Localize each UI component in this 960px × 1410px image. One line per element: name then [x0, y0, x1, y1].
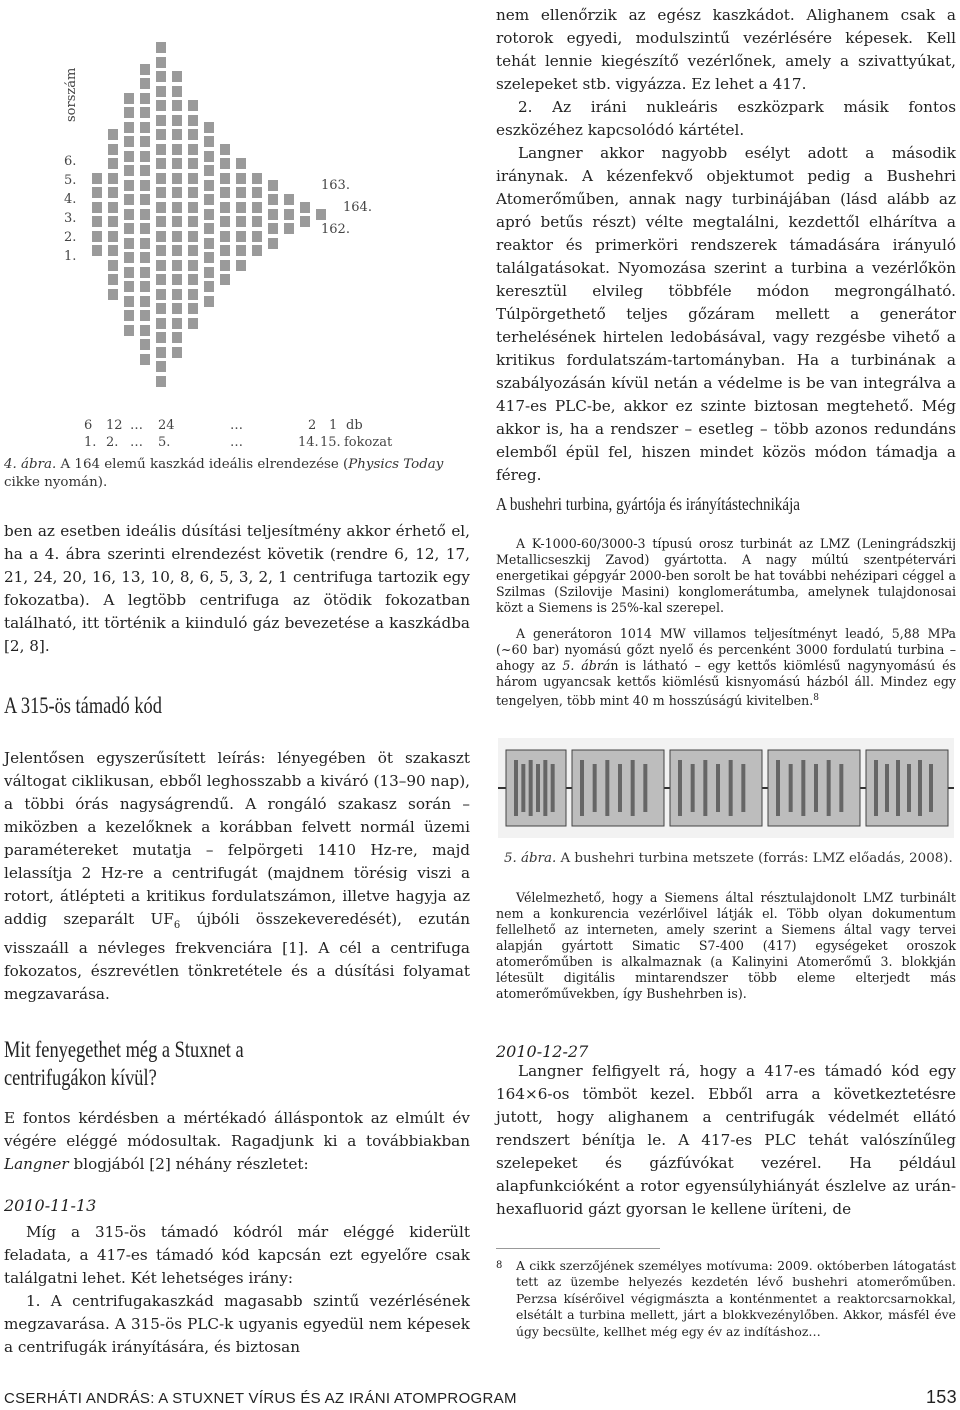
turbine-blade-stage	[827, 760, 831, 816]
centrifuge-cell	[140, 151, 150, 162]
centrifuge-cell	[156, 158, 166, 169]
centrifuge-cell	[156, 231, 166, 242]
turbine-blade-stage	[801, 760, 805, 816]
centrifuge-cell	[188, 245, 198, 256]
turbine-blade-stage	[907, 764, 911, 812]
centrifuge-cell	[220, 202, 230, 213]
centrifuge-cell	[172, 187, 182, 198]
centrifuge-cell	[252, 173, 262, 184]
centrifuge-cell	[156, 42, 166, 53]
centrifuge-cell	[316, 209, 326, 220]
centrifuge-cell	[156, 361, 166, 372]
centrifuge-cell	[140, 281, 150, 292]
turbine-blade-stage	[618, 764, 622, 812]
centrifuge-cell	[172, 260, 182, 271]
centrifuge-cell	[172, 216, 182, 227]
centrifuge-cell	[156, 115, 166, 126]
right-para-3	[496, 142, 956, 487]
section-heading-stuxnet: Mit fenyegethet még a Stuxnet a centrifugákon kívül?	[4, 1037, 244, 1090]
right-para-3-text: Langner akkor nagyobb esélyt adott a második iránynak. A kézenfekvő objektumot pedig a Bushehri Atomerőműben, annak nagy turbinájában (lásd alább az apró betűs részt) vélte megtalálni, kezdettől elhárítva a reaktor és primerköri rendszerek támadására irányuló találgatásokat. Nyomozása szerint a turbina a vezérlőkön keresztül elvileg többféle módon megrongálható. Túlpörgethető teljes gőzáram mellett a generátor terhelésének hirtelen ledobásával, vagy rezgésbe vihető a kritikus fordulatszám-tartományban. Ha a turbinának a szabályozásán kívül netán a védelme is be van integrálva a 417-es PLC-be, akkor ez szinte biztosan megtehető. Még akkor is, ha a rendszer – esetleg – több azonos redundáns elemből épül fel, hiszen mindet közös módon támadja a féreg.	[496, 144, 956, 484]
centrifuge-cell	[188, 260, 198, 271]
count-label: …	[230, 418, 243, 433]
figure4-y-axis-label: sorszám	[64, 67, 79, 122]
box-para-3	[496, 890, 956, 1002]
centrifuge-cell	[108, 289, 118, 300]
centrifuge-cell	[172, 231, 182, 242]
centrifuge-cell	[236, 173, 246, 184]
count-label: 12	[106, 418, 123, 433]
footnote-text: A cikk szerzőjének személyes motívuma: 2009. októberben látogatást tett az üzembe helyezés kezdetén lévő bushehri atomerőműben. Perzsa kísérőivel végigmászta a konténmentet a reaktorcsarnokkal, elsétált a turbina mellett, járt a blokkvezénylőben. Akkor, másfél éve úgy becsülte, kellhet még egy év az indításhoz…	[516, 1258, 956, 1339]
turbine-blade-stage	[580, 760, 584, 816]
centrifuge-cell	[140, 107, 150, 118]
count-label: 24	[158, 418, 175, 433]
centrifuge-cell	[252, 187, 262, 198]
centrifuge-cell	[172, 71, 182, 82]
row-number: 1.	[64, 249, 77, 264]
centrifuge-cell	[156, 245, 166, 256]
count-label: 2	[308, 418, 317, 433]
centrifuge-cell	[156, 260, 166, 271]
centrifuge-cell	[156, 129, 166, 140]
centrifuge-cell	[204, 151, 214, 162]
centrifuge-cell	[124, 107, 134, 118]
turbine-blade-stage	[918, 760, 922, 816]
centrifuge-cell	[140, 339, 150, 350]
date-2010-11-13: 2010-11-13	[4, 1196, 97, 1215]
turbine-blade-stage	[543, 760, 547, 816]
centrifuge-cell	[172, 100, 182, 111]
turbine-blade-stage	[529, 760, 533, 816]
centrifuge-cell	[140, 354, 150, 365]
centrifuge-cell	[140, 93, 150, 104]
centrifuge-cell	[172, 274, 182, 285]
centrifuge-cell	[204, 252, 214, 263]
box-heading: A bushehri turbina, gyártója és irányítástechnikája	[496, 494, 800, 514]
centrifuge-cell	[172, 115, 182, 126]
figure5-caption-text: A bushehri turbina metszete (forrás: LMZ előadás, 2008).	[556, 851, 953, 866]
centrifuge-cell	[172, 202, 182, 213]
centrifuge-cell	[268, 209, 278, 220]
count-label: 1	[329, 418, 338, 433]
centrifuge-cell	[284, 209, 294, 220]
stage-number: 14.	[298, 435, 319, 450]
turbine-blade-stage	[839, 764, 843, 812]
centrifuge-cell	[188, 173, 198, 184]
count-label: …	[130, 418, 143, 433]
centrifuge-cell	[124, 310, 134, 321]
turbine-blade-stage	[536, 764, 540, 812]
stage-number: 5.	[158, 435, 171, 450]
centrifuge-cell	[204, 165, 214, 176]
right-para-1-text: nem ellenőrzik az egész kaszkádot. Alighanem csak a rotorok egyedi, modulszintű vezérlésére képesek. Kell tehát lennie kiegészítő vezérlőnek, amely a szivattyúkat, szelepeket stb. vigyázza. Ez lehet a 417.	[496, 6, 956, 93]
centrifuge-cell	[124, 180, 134, 191]
centrifuge-cell	[204, 180, 214, 191]
centrifuge-cell	[156, 173, 166, 184]
section-heading-315: A 315-ös támadó kód	[4, 693, 162, 718]
footnote-8	[496, 1258, 956, 1340]
footnote-number: 8	[496, 1260, 503, 1271]
centrifuge-cell	[268, 180, 278, 191]
right-para-4-text: Langner felfigyelt rá, hogy a 417-es támadó kód egy 164×6-os tömböt kezel. Ebből arra a következtetésre jutott, hogy alighanem a centrifugák védelmét ellátó rendszert bénítja le. A 417-es PLC tehát valószínűleg szelepeket és gázfúvókat vezérel. Ha például alapfunkcióként a rotor egyensúlyhiányát észlelve az urán-hexafluorid gázt gyorsan le kellene üríteni, de	[496, 1062, 956, 1218]
left-para-5-text: 1. A centrifugakaszkád magasabb szintű vezérlésének megzavarása. A 315-ös PLC-k ugyanis egyedül nem képesek a centrifugák irányítására, és biztosan	[4, 1292, 470, 1356]
centrifuge-cell	[140, 209, 150, 220]
right-para-2-text: 2. Az iráni nukleáris eszközpark másik fontos eszközéhez kapcsolódó kártétel.	[496, 98, 956, 139]
centrifuge-cell	[156, 144, 166, 155]
centrifuge-cell	[92, 216, 102, 227]
centrifuge-cell	[220, 231, 230, 242]
row-number: 3.	[64, 211, 77, 226]
centrifuge-cell	[140, 310, 150, 321]
left-para-3a: E fontos kérdésben a mértékadó álláspontok az elmúlt év végére eléggé módosultak. Ragadjunk ki a továbbiakban	[4, 1109, 470, 1150]
centrifuge-cell	[140, 64, 150, 75]
centrifuge-cell	[188, 202, 198, 213]
centrifuge-cell	[140, 252, 150, 263]
stage-number: …	[230, 435, 243, 450]
centrifuge-cell	[268, 238, 278, 249]
centrifuge-cell	[108, 158, 118, 169]
centrifuge-cell	[220, 245, 230, 256]
figure4-caption-tail: cikke nyomán).	[4, 475, 108, 490]
turbine-blade-stage	[691, 764, 695, 812]
footnote-divider	[496, 1248, 660, 1249]
centrifuge-cell	[92, 202, 102, 213]
centrifuge-cell	[156, 274, 166, 285]
centrifuge-cell	[140, 325, 150, 336]
turbine-blade-stage	[885, 764, 889, 812]
centrifuge-cell	[172, 144, 182, 155]
centrifuge-cell	[172, 303, 182, 314]
turbine-blade-stage	[643, 764, 647, 812]
left-para-4-text: Míg a 315-ös támadó kódról már eléggé kiderült feladata, a 417-es támadó kód kapcsán ezt egyelőre csak találgatni lehet. Két lehetséges irány:	[4, 1223, 470, 1287]
turbine-blade-stage	[789, 764, 793, 812]
centrifuge-cell	[140, 267, 150, 278]
langner-italic: Langner	[4, 1155, 69, 1173]
centrifuge-cell	[204, 209, 214, 220]
centrifuge-cell	[156, 303, 166, 314]
centrifuge-cell	[140, 165, 150, 176]
centrifuge-cell	[124, 194, 134, 205]
turbine-blade-stage	[605, 760, 609, 816]
centrifuge-cell	[172, 158, 182, 169]
turbine-blade-stage	[631, 760, 635, 816]
left-para-3	[4, 1107, 470, 1176]
centrifuge-cell	[188, 289, 198, 300]
figure5-caption	[504, 851, 953, 866]
centrifuge-cell	[108, 129, 118, 140]
centrifuge-cell	[188, 158, 198, 169]
centrifuge-cell	[236, 245, 246, 256]
date-2010-12-27: 2010-12-27	[496, 1042, 589, 1061]
centrifuge-cell	[172, 289, 182, 300]
centrifuge-cell	[300, 216, 310, 227]
stage-number: …	[130, 435, 143, 450]
turbine-blade-stage	[703, 760, 707, 816]
stage-label-162: 162.	[321, 222, 350, 237]
page-number: 153	[926, 1387, 957, 1407]
turbine-blade-stage	[551, 764, 555, 812]
centrifuge-cell	[124, 209, 134, 220]
centrifuge-cell	[220, 216, 230, 227]
centrifuge-cell	[124, 93, 134, 104]
figure5-ref: 5. ábrá	[562, 658, 611, 673]
box-para-3-text: Vélelmezhető, hogy a Siemens által résztulajdonolt LMZ turbinált nem a konkurencia vezérlőivel látják el. Több olyan dokumentum fellelhető az interneten, amely szerint a Siemens által vagy tervei alapján gyártott Simatic S7-400 (417) egységeket oroszok atomerőműben is alkalmaznak (a Kalinyini Atomerőmű 3. blokkján létesült digitális mintarendszer több eleme elterjedt más atomerőművekben, így Bushehrben is).	[496, 890, 956, 1001]
turbine-cross-section-image	[498, 738, 954, 838]
box-para-2a: A generátoron 1014 MW villamos teljesítményt leadó, 5,88 MPa (~60 bar) nyomású gőzt nyelő és percenként 3000 fordulatú turbina – ahogy az	[496, 626, 956, 673]
left-para-3b: blogjából [2] néhány részletet:	[68, 1155, 309, 1173]
centrifuge-cell	[140, 296, 150, 307]
figure4-caption-italic: Physics Today	[348, 457, 444, 472]
centrifuge-cell	[236, 231, 246, 242]
centrifuge-cell	[108, 274, 118, 285]
centrifuge-cell	[124, 151, 134, 162]
centrifuge-cell	[156, 347, 166, 358]
centrifuge-cell	[220, 158, 230, 169]
centrifuge-cell	[140, 136, 150, 147]
uf6-subscript: 6	[173, 920, 181, 932]
left-para-2b: újbóli összekeveredését), ezután visszaáll a névleges frekvenciára [1]. A cél a centrifuga fokozatos, észrevétlen tönkretétele és a dúsítási folyamat megzavarása.	[4, 910, 470, 1004]
centrifuge-cell	[156, 376, 166, 387]
centrifuge-cell	[108, 245, 118, 256]
centrifuge-cell	[156, 100, 166, 111]
stage-number: 2.	[106, 435, 119, 450]
turbine-blade-stage	[593, 764, 597, 812]
box-para-1-text: A K-1000-60/3000-3 típusú orosz turbinát az LMZ (Leningrádszkij Metallicseszkij Zavod) gyártotta. A nagy múltú szentpétervári energetikai gépgyár 2000-ben sorolt be hat további nehézipari céggel a Szilmas (Szilovije Masini) konglomerátumba, amelynek tulajdonosai közt a Siemens is 25%-kal szerepel.	[496, 536, 956, 615]
stage-unit: fokozat	[344, 435, 393, 450]
centrifuge-cell	[188, 115, 198, 126]
centrifuge-cell	[172, 129, 182, 140]
left-para-5	[4, 1290, 470, 1359]
centrifuge-cell	[92, 187, 102, 198]
turbine-blade-stage	[716, 764, 720, 812]
stage-label-163: 163.	[321, 178, 350, 193]
count-label: 6	[84, 418, 93, 433]
centrifuge-cell	[188, 129, 198, 140]
centrifuge-cell	[156, 86, 166, 97]
centrifuge-cell	[188, 216, 198, 227]
centrifuge-cell	[252, 231, 262, 242]
centrifuge-cell	[252, 202, 262, 213]
centrifuge-cell	[124, 267, 134, 278]
centrifuge-cell	[204, 296, 214, 307]
centrifuge-cell	[156, 71, 166, 82]
centrifuge-cell	[140, 194, 150, 205]
left-para-4	[4, 1221, 470, 1290]
row-number: 4.	[64, 192, 77, 207]
centrifuge-cell	[124, 281, 134, 292]
centrifuge-cell	[188, 318, 198, 329]
centrifuge-cell	[108, 260, 118, 271]
centrifuge-cell	[124, 223, 134, 234]
centrifuge-cell	[140, 223, 150, 234]
centrifuge-cell	[300, 202, 310, 213]
centrifuge-cell	[236, 158, 246, 169]
box-para-1	[496, 536, 956, 616]
centrifuge-cell	[188, 303, 198, 314]
turbine-blade-stage	[678, 760, 682, 816]
centrifuge-cell	[140, 180, 150, 191]
centrifuge-cell	[220, 187, 230, 198]
centrifuge-cell	[236, 187, 246, 198]
centrifuge-cell	[108, 231, 118, 242]
centrifuge-cell	[172, 318, 182, 329]
centrifuge-cell	[140, 78, 150, 89]
stage-label-164: 164.	[343, 200, 372, 215]
centrifuge-cell	[92, 173, 102, 184]
centrifuge-cell	[236, 216, 246, 227]
figure4-caption-text: A 164 elemű kaszkád ideális elrendezése (	[60, 457, 349, 472]
centrifuge-cell	[156, 318, 166, 329]
centrifuge-cell	[220, 274, 230, 285]
box-para-2b: n is látható – egy kettős kiömlésű nagynyomású és három ugyancsak kettős kiömlésű kisnyomású házból áll. Mindez egy tengelyen, több mint 40 m hosszúságú kivitelben.	[496, 658, 956, 709]
centrifuge-cell	[124, 296, 134, 307]
centrifuge-cell	[92, 231, 102, 242]
centrifuge-cell	[156, 57, 166, 68]
centrifuge-cell	[188, 100, 198, 111]
count-label-unit: db	[346, 418, 363, 433]
right-para-2	[496, 96, 956, 142]
centrifuge-cell	[108, 187, 118, 198]
turbine-blade-stage	[521, 764, 525, 812]
right-para-1	[496, 4, 956, 96]
figure4-row-numbers	[64, 152, 76, 266]
centrifuge-cell	[236, 202, 246, 213]
centrifuge-cell	[188, 187, 198, 198]
centrifuge-cell	[140, 238, 150, 249]
centrifuge-cell	[124, 325, 134, 336]
left-para-1-text: ben az esetben ideális dúsítási teljesítmény akkor érhető el, ha a 4. ábra szerinti elrendezést követik (rendre 6, 12, 17, 21, 24, 20, 16, 13, 10, 8, 6, 5, 3, 2, 1 centrifuga tartozik egy fokozatba). A legtöbb centrifuga az ötödik fokozatban található, itt történik a kiinduló gáz bevezetése a kaszkádba [2, 8].	[4, 522, 470, 655]
centrifuge-cell	[172, 86, 182, 97]
right-para-4	[496, 1060, 956, 1221]
turbine-blade-stage	[729, 760, 733, 816]
centrifuge-cell	[188, 231, 198, 242]
centrifuge-cell	[108, 144, 118, 155]
centrifuge-cell	[124, 252, 134, 263]
left-para-2a: Jelentősen egyszerűsített leírás: lényegében öt szakaszt váltogat ciklikusan, ebből leghosszabb a kiváró (13–90 nap), a többi órás nagyságrendű. A rongáló szakasz során – miközben a kezelőknek a korábban felvett normál üzemi paramétereket mutatja – felpörgeti 1410 Hz-re, majd lelassítja 2 Hz-re a centrifugát (majdnem törésig viszi a rotort, átlépteti a kritikus fordulatszámon, illetve hagyja az addig szeparált UF	[4, 749, 470, 928]
figure4-caption	[4, 456, 474, 492]
turbine-blade-stage	[776, 760, 780, 816]
centrifuge-cell	[156, 187, 166, 198]
centrifuge-cell	[188, 274, 198, 285]
centrifuge-cell	[204, 281, 214, 292]
centrifuge-cell	[220, 260, 230, 271]
figure4-caption-label: 4. ábra.	[4, 457, 57, 472]
centrifuge-cell	[204, 136, 214, 147]
row-number: 5.	[64, 173, 77, 188]
row-number: 6.	[64, 154, 77, 169]
centrifuge-cell	[124, 165, 134, 176]
turbine-blade-stage	[814, 764, 818, 812]
centrifuge-cell	[204, 223, 214, 234]
centrifuge-cell	[156, 332, 166, 343]
centrifuge-cell	[172, 347, 182, 358]
centrifuge-cell	[124, 238, 134, 249]
box-para-2	[496, 626, 956, 709]
centrifuge-cell	[220, 144, 230, 155]
centrifuge-cell	[252, 245, 262, 256]
centrifuge-cell	[108, 173, 118, 184]
centrifuge-cell	[284, 223, 294, 234]
running-title: CSERHÁTI ANDRÁS: A STUXNET VÍRUS ÉS AZ IRÁNI ATOMPROGRAM	[4, 1390, 517, 1407]
centrifuge-cell	[204, 194, 214, 205]
turbine-blade-stage	[929, 764, 933, 812]
row-number: 2.	[64, 230, 77, 245]
centrifuge-cell	[268, 194, 278, 205]
turbine-blade-stage	[741, 764, 745, 812]
figure5-caption-label: 5. ábra.	[504, 851, 557, 866]
centrifuge-cell	[268, 223, 278, 234]
centrifuge-cell	[204, 122, 214, 133]
centrifuge-cell	[204, 267, 214, 278]
centrifuge-cell	[172, 332, 182, 343]
centrifuge-cell	[108, 216, 118, 227]
centrifuge-cell	[252, 216, 262, 227]
centrifuge-cell	[236, 260, 246, 271]
centrifuge-cell	[188, 144, 198, 155]
centrifuge-cell	[124, 122, 134, 133]
stage-number: 15.	[320, 435, 341, 450]
left-para-1	[4, 520, 470, 658]
centrifuge-cell	[156, 216, 166, 227]
left-para-2	[4, 747, 470, 1006]
centrifuge-cell	[108, 202, 118, 213]
footnote-ref-8: 8	[813, 693, 819, 703]
centrifuge-cell	[204, 238, 214, 249]
centrifuge-cell	[92, 245, 102, 256]
centrifuge-cell	[172, 173, 182, 184]
turbine-blade-stage	[896, 760, 900, 816]
turbine-blade-stage	[874, 760, 878, 816]
centrifuge-cell	[156, 289, 166, 300]
centrifuge-cell	[140, 122, 150, 133]
centrifuge-cell	[124, 136, 134, 147]
centrifuge-cell	[172, 245, 182, 256]
centrifuge-cell	[284, 194, 294, 205]
centrifuge-cell	[220, 173, 230, 184]
stage-number: 1.	[84, 435, 97, 450]
turbine-blade-stage	[514, 760, 518, 816]
centrifuge-cell	[156, 202, 166, 213]
